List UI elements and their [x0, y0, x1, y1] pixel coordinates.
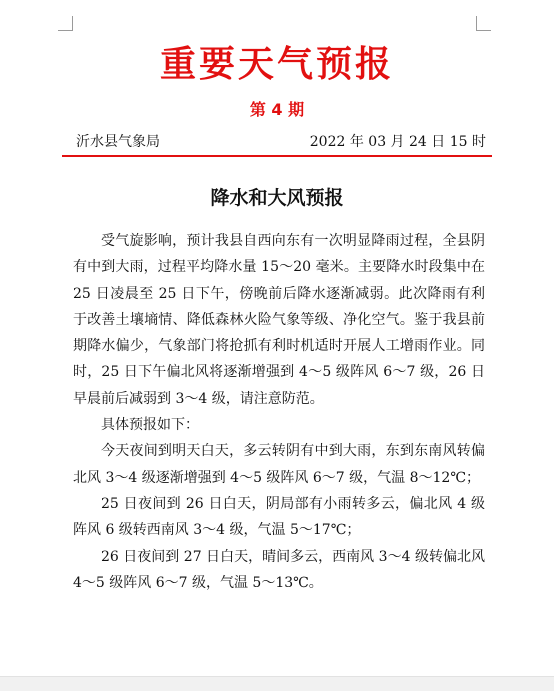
viewer-bottom-bar: [0, 676, 554, 691]
header-divider-line: [62, 155, 492, 157]
body-paragraph: 今天夜间到明天白天，多云转阴有中到大雨，东到东南风转偏北风 3～4 级逐渐增强到 4～5 级阵风 6～7 级，气温 8～12℃；: [73, 443, 485, 486]
issuing-agency: 沂水县气象局: [76, 134, 160, 150]
issue-datetime: 2022 年 03 月 24 日 15 时: [309, 134, 486, 150]
body-paragraph: 26 日夜间到 27 日白天，晴间多云，西南风 3～4 级转偏北风 4～5 级阵风 6～7 级，气温 5～13℃。: [73, 548, 485, 591]
document-body: [73, 228, 485, 596]
body-paragraph: 受气旋影响，预计我县自西向东有一次明显降雨过程，全县阴有中到大雨，过程平均降水量 15～20 毫米。主要降水时段集中在 25 日凌晨至 25 日下午，傍晚前后降水逐渐减弱。此次降雨有利于改善土壤墒情、降低森林火险气象等级、净化空气。鉴于我县前期降水偏少，气象部门将抢抓有利时机适时开展人工增雨作业。同时，25 日下午偏北风将逐渐增强到 4～5 级阵风 6～7 级，26 日早晨前后减弱到 3～4 级，请注意防范。: [73, 233, 485, 407]
body-paragraph: 25 日夜间到 26 日白天，阴局部有小雨转多云，偏北风 4 级阵风 6 级转西南风 3～4 级，气温 5～17℃；: [73, 495, 485, 539]
page-corner-mark-right: [476, 16, 491, 31]
body-paragraph: 具体预报如下：: [101, 417, 199, 434]
bulletin-masthead-title: 重要天气预报: [159, 44, 394, 85]
issue-number: 第 4 期: [249, 100, 305, 119]
page-corner-mark-left: [58, 16, 73, 31]
document-title: 降水和大风预报: [210, 187, 344, 209]
